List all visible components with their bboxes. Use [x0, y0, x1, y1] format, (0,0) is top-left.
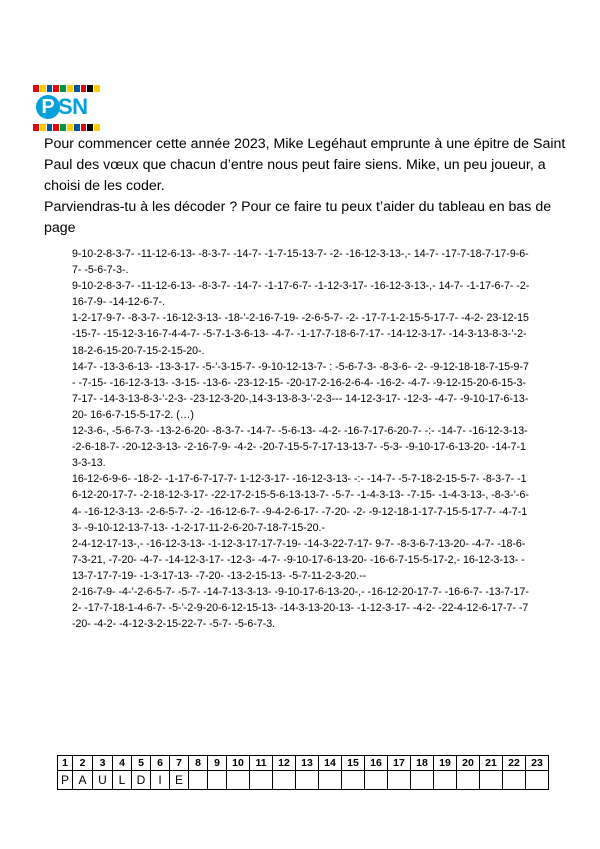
- decoder-number-row: [58, 756, 549, 771]
- decoder-letter-cell: [296, 771, 319, 790]
- cipher-line: 2-4-12-17-13-,- -16-12-3-13- -1-12-3-17-17-7-19- -14-3-22-7-17- 9-7- -8-3-6-7-13-20- -4-7- -18-6-7-3-21, -7-20- -4-7- -14-12-3-17- -12-3- -4-7- -9-10-17-6-13-20- -16-6-7-15-5-17-2,- 16-12-3-13- -13-7-17-7-19- -1-3-17-13- -7-20- -13-2-15-13- -5-7-11-2-3-20.--: [72, 537, 526, 582]
- decoder-letter-cell: [388, 771, 411, 790]
- decoder-letter-cell: [457, 771, 480, 790]
- decoder-letter-cell: [208, 771, 227, 790]
- decoder-letter-cell: [189, 771, 208, 790]
- decoder-number-cell: 10: [227, 756, 250, 771]
- logo-text: SN: [58, 94, 88, 119]
- decoder-number-cell: 13: [296, 756, 319, 771]
- decoder-letter-cell: [342, 771, 365, 790]
- decoder-letter-cell: [319, 771, 342, 790]
- signal-flag-icon: [40, 85, 46, 92]
- logo-p-circle: P: [36, 95, 60, 119]
- decoder-letter-cell: L: [113, 771, 132, 790]
- decoder-letter-cell: [227, 771, 250, 790]
- decoder-number-cell: 20: [457, 756, 480, 771]
- signal-flag-icon: [47, 124, 53, 131]
- decoder-number-cell: 23: [526, 756, 549, 771]
- decoder-number-cell: 14: [319, 756, 342, 771]
- decoder-letter-cell: [411, 771, 434, 790]
- signal-flag-icon: [67, 124, 73, 131]
- decoder-letter-cell: I: [151, 771, 170, 790]
- decoder-number-cell: 17: [388, 756, 411, 771]
- decoder-letter-cell: [365, 771, 388, 790]
- cipher-line: 12-3-6-, -5-6-7-3- -13-2-6-20- -8-3-7- -14-7- -5-6-13- -4-2- -16-7-17-6-20-7- -:- -14-7- -16-12-3-13- -2-6-18-7- -20-12-3-13- -2-16-7-9- -4-2- -20-7-15-5-7-17-13-13-7- -5-3- -9-10-17-6-13-20- -14-7-13-3-13.: [72, 425, 528, 470]
- signal-flag-icon: [33, 124, 39, 131]
- signal-flag-icon: [81, 85, 87, 92]
- cipher-line: 9-10-2-8-3-7- -11-12-6-13- -8-3-7- -14-7- -1-17-6-7- -1-12-3-17- -16-12-3-13-,- 14-7- -1-17-6-7- -2-16-7-9- -14-12-6-7-.: [72, 280, 530, 309]
- decoder-number-cell: 6: [151, 756, 170, 771]
- decoder-letter-cell: E: [170, 771, 189, 790]
- decoder-number-cell: 4: [113, 756, 132, 771]
- signal-flag-icon: [87, 124, 93, 131]
- intro-paragraph: Parviendras-tu à les décoder ? Pour ce faire tu peux t’aider du tableau en bas de page: [44, 199, 552, 236]
- cipher-line: 14-7- -13-3-6-13- -13-3-17- -5-’-3-15-7- -9-10-12-13-7- : -5-6-7-3- -8-3-6- -2- -9-12-18-18-7-15-9-7- -7-15- -16-12-3-13- -3-15- -13-6- -23-12-15- -20-17-2-16-2-6-4- -16-2- -4-7- -9-12-15-20-6-15-3-7-17- -14-3-13-8-3-’-2-3- -23-12-3-20-,14-3-13-8-3-’-2-3--- 14-12-3-17- -12-3- -4-7- -9-10-17-6-13-20- 16-6-7-15-5-17-2. (…): [72, 360, 529, 421]
- signal-flag-icon: [74, 85, 80, 92]
- decoder-letter-cell: [526, 771, 549, 790]
- decoder-letter-cell: [480, 771, 503, 790]
- signal-flag-icon: [94, 124, 100, 131]
- decoder-number-cell: 21: [480, 756, 503, 771]
- decoder-number-cell: 8: [189, 756, 208, 771]
- cipher-line: 2-16-7-9- -4-’-2-6-5-7- -5-7- -14-7-13-3-13- -9-10-17-6-13-20-,- -16-12-20-17-7- -16-6-7- -13-7-17-2- -17-7-18-1-4-6-7- -5-’-2-9-20-6-12-15-13- -14-3-13-20-13- -1-12-3-17- -4-2- -22-4-12-6-17-7- -7-20- -4-2- -4-12-3-2-15-22-7- -5-7- -5-6-7-3.: [72, 585, 529, 631]
- decoder-number-cell: 22: [503, 756, 526, 771]
- signal-flag-icon: [87, 85, 93, 92]
- signal-flags-bottom: [33, 124, 101, 131]
- intro-text: [44, 134, 584, 239]
- signal-flag-icon: [60, 85, 66, 92]
- signal-flag-icon: [67, 85, 73, 92]
- decoder-number-cell: 16: [365, 756, 388, 771]
- decoder-letter-cell: A: [73, 771, 93, 790]
- decoder-letter-row: [58, 771, 549, 790]
- decoder-number-cell: 9: [208, 756, 227, 771]
- signal-flag-icon: [60, 124, 66, 131]
- signal-flag-icon: [47, 85, 53, 92]
- signal-flags-top: [33, 85, 101, 92]
- decoder-number-cell: 2: [73, 756, 93, 771]
- decoder-letter-cell: D: [132, 771, 151, 790]
- decoder-letter-cell: [503, 771, 526, 790]
- signal-flag-icon: [33, 85, 39, 92]
- decoder-letter-cell: [434, 771, 457, 790]
- decoder-letter-cell: [273, 771, 296, 790]
- cipher-line: 9-10-2-8-3-7- -11-12-6-13- -8-3-7- -14-7- -1-7-15-13-7- -2- -16-12-3-13-,- 14-7- -17-7-18-7-17-9-6-7- -5-6-7-3-.: [72, 248, 529, 277]
- cipher-line: 1-2-17-9-7- -8-3-7- -16-12-3-13- -18-’-2-16-7-19- -2-6-5-7- -2- -17-7-1-2-15-5-17-7- -4-2- 23-12-15-15-7- -15-12-3-16-7-4-4-7- -5-7-1-3-6-13- -4-7- -1-17-7-18-6-7-17- -14-12-3-17- -14-3-13-8-3-’-2- 18-2-6-15-20-7-15-2-15-20-.: [72, 312, 529, 357]
- signal-flag-icon: [94, 85, 100, 92]
- signal-flag-icon: [53, 85, 59, 92]
- intro-paragraph: Pour commencer cette année 2023, Mike Legéhaut emprunte à une épitre de Saint Paul des vœux que chacun d’entre nous peut faire siens. Mike, un peu joueur, a choisi de les coder.: [44, 136, 566, 194]
- decoder-letter-cell: U: [93, 771, 113, 790]
- decoder-number-cell: 19: [434, 756, 457, 771]
- decoder-number-cell: 18: [411, 756, 434, 771]
- cipher-line: 16-12-6-9-6- -18-2- -1-17-6-7-17-7- 1-12-3-17- -16-12-3-13- -:- -14-7- -5-7-18-2-15-5-7- -8-3-7- -16-12-20-17-7- -2-18-12-3-17- -22-17-2-15-5-6-13-13-7- -5-7- -1-4-3-13- -7-15- -1-4-3-13-, -8-3-’-6-4- -16-12-3-13- -2-6-5-7- -2- -16-12-6-7- -9-4-2-6-17- -7-20- -2- -9-12-18-1-17-7-15-5-17-7- -4-7-13- -9-10-12-13-7-13- -1-2-17-11-2-6-20-7-18-7-15-20.-: [72, 473, 529, 534]
- decoder-number-cell: 7: [170, 756, 189, 771]
- signal-flag-icon: [40, 124, 46, 131]
- signal-flag-icon: [74, 124, 80, 131]
- decoder-number-cell: 1: [58, 756, 73, 771]
- decoder-number-cell: 11: [250, 756, 273, 771]
- signal-flag-icon: [53, 124, 59, 131]
- decoder-number-cell: 15: [342, 756, 365, 771]
- decoder-letter-cell: P: [58, 771, 73, 790]
- decoder-letter-cell: [250, 771, 273, 790]
- decoder-number-cell: 3: [93, 756, 113, 771]
- signal-flag-icon: [81, 124, 87, 131]
- decoder-number-cell: 12: [273, 756, 296, 771]
- decoder-number-cell: 5: [132, 756, 151, 771]
- cipher-text: [72, 246, 530, 632]
- decoder-table: [57, 755, 549, 790]
